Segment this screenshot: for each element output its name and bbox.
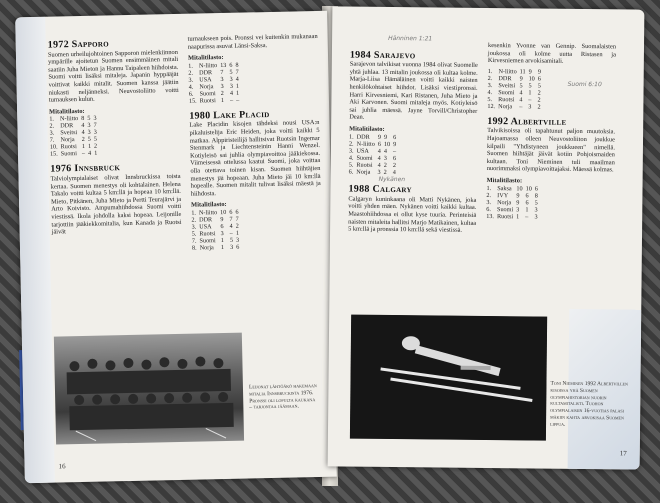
medal-cell: 7. <box>191 237 197 245</box>
medal-cell: 9 <box>516 191 520 199</box>
medal-cell: 2 <box>93 142 98 151</box>
medal-heading: Mitalitilasto: <box>49 107 85 116</box>
medal-cell: 4 <box>377 147 381 155</box>
medal-cell: 4 <box>377 161 381 169</box>
medal-cell: Suomi <box>60 150 78 158</box>
medal-cell: 9 <box>377 133 382 141</box>
medal-cell: 6. <box>486 205 491 213</box>
medal-cell: 4. <box>188 83 194 91</box>
medal-cell: 10 <box>516 184 523 192</box>
body-text: kesenkin Yvonne van Gennip. Suomalaisten joukossa oli kolme uutta Ristasen ja Kirvesniemen arvokisamitali. <box>487 42 617 65</box>
body-text: Sarajevon talvikisat vuonna 1984 olivat Suomelle yhtä juhlaa. 13 mitalin joukossa oli kultaa kolme. Marja-Liisa Hämäläinen voitti kaikki naisten henkilökohtaiset hiihdot. Lisäksi viestipronssi. Harri Kirvesniemi, Kari Ristanen, Juha Mieto ja Aki Karvonen. Suomi mitaleja myös. Kotiyleisö sai juhlia mäessä. Jayne Torvill/Christopher Dean. <box>349 60 478 122</box>
medal-table <box>188 61 242 104</box>
medal-cell: 7. <box>49 136 55 144</box>
medal-cell: 3 <box>93 114 97 123</box>
medal-cell: 1 <box>235 89 240 97</box>
medal-heading: Mitalitilasto: <box>486 176 523 185</box>
medal-cell: 9 <box>528 68 532 76</box>
right-column-1 <box>348 34 478 237</box>
medal-row <box>189 96 242 104</box>
medal-cell: 12. <box>487 102 496 110</box>
medal-cell: – <box>236 96 240 104</box>
medal-cell: IVY <box>497 191 509 199</box>
medal-cell: 4 <box>519 89 523 97</box>
section-title: 1980 Lake Placid <box>189 108 270 122</box>
medal-cell: Norja <box>199 244 214 252</box>
medal-cell: 7 <box>229 215 233 223</box>
medal-cell: 1 <box>235 229 240 237</box>
medal-cell: 3. <box>348 147 354 155</box>
medal-cell: 2. <box>487 74 493 82</box>
medal-cell: 5. <box>487 95 493 103</box>
medal-cell: 3. <box>487 81 493 89</box>
medal-cell: Suomi <box>356 154 373 162</box>
medal-cell: DDR <box>199 216 213 224</box>
medal-cell: 6 <box>534 185 538 193</box>
medal-cell: 15. <box>188 97 197 105</box>
medal-cell: 8 <box>235 61 239 69</box>
medal-cell: 6 <box>229 208 233 216</box>
medal-table <box>49 115 100 158</box>
medal-cell: 4 <box>235 75 239 83</box>
medal-cell: N-liitto <box>198 209 218 217</box>
medal-cell: 8. <box>191 244 197 252</box>
medal-cell: 5 <box>93 135 98 144</box>
medal-cell: 1 <box>528 89 532 97</box>
medal-cell: Ruotsi <box>199 230 216 238</box>
medal-cell: 1 <box>81 143 86 151</box>
medal-cell: N-liitto <box>498 67 517 76</box>
medal-cell: 7 <box>235 68 239 76</box>
medal-cell: 3. <box>49 129 55 137</box>
body-text: Talvikisoissa oli tapahtunut paljon muutoksia. Hajoamassa olleen Neuvostoliiton joukkue kilpaili "Yhdistyneen joukkueen" nimellä. Suomen hiihtäjät jäivät kotiin Pohjoismaiden kultaan. Toni Nieminen tuli maailman nuorimmaksi olympiavoittajaksi. Mäessä kolmas. <box>486 127 616 174</box>
medal-cell: 4 <box>81 122 85 130</box>
medal-row <box>349 168 399 176</box>
medal-cell: 15. <box>49 150 58 158</box>
medal-cell: 4. <box>348 154 354 162</box>
medal-cell: 6 <box>393 133 397 141</box>
medal-cell: 3. <box>486 198 492 206</box>
medal-cell: 3 <box>229 243 234 251</box>
medal-cell: 6 <box>220 222 224 230</box>
medal-cell: 7 <box>235 215 239 223</box>
medal-cell: Norja <box>60 136 75 144</box>
medal-cell: 4 <box>519 96 523 104</box>
medal-cell: 3 <box>377 168 381 176</box>
medal-cell: 5 <box>537 82 541 90</box>
medal-cell: 6 <box>377 140 381 148</box>
medal-cell: 4 <box>229 89 234 97</box>
medal-cell: 5 <box>229 236 234 244</box>
handwritten-note: Nykänen <box>378 175 406 183</box>
body-text: Talviolympialaiset olivat Innsbruckissa toista kertaa. Suomen menestys oli kohtalainen. Helena Takalo voitti kultaa 5 km:llä ja hopeaa 10 km:llä. Mieto, Pitkänen, Juha Mieto ja Pertti Teurajärvi ja Arto Koivisto. Ampumahiihdossa Suomi voitti viestissä. Ikola johdolla kaksi hopeaa. Leijonille tarjottiin jääkiekkomitalia, kun Kanada ja Ruotsi jäivät <box>50 172 182 236</box>
medal-cell: 3 <box>87 122 91 130</box>
medal-cell: – <box>230 96 234 104</box>
medal-cell: 9 <box>220 215 224 223</box>
medal-cell: 2 <box>392 161 397 169</box>
medal-cell: 3 <box>220 75 224 83</box>
medal-cell: 5 <box>229 68 233 76</box>
medal-table <box>349 133 400 176</box>
medal-cell: Ruotsi <box>498 95 515 104</box>
medal-cell: – <box>229 229 233 237</box>
medal-cell: 9 <box>516 198 520 206</box>
medal-cell: Ruotsi <box>356 161 373 169</box>
medal-cell: 10. <box>49 143 58 151</box>
medal-row <box>486 213 540 221</box>
medal-cell: 5. <box>348 161 354 169</box>
medal-cell: Ruotsi <box>199 96 216 105</box>
medal-cell: 3 <box>87 129 91 137</box>
medal-cell: Suomi <box>497 205 514 213</box>
medal-cell: Sveitsi <box>498 81 516 90</box>
section-title: 1976 Innsbruck <box>50 162 121 175</box>
medal-cell: 1 <box>220 96 225 104</box>
right-page <box>328 6 645 469</box>
medal-cell: 6 <box>235 208 239 216</box>
medal-cell: 10 <box>528 75 535 83</box>
photo-caption: Leijonat lähtöäkö hakemaan mitalia Innsbruckista 1976. Pronssi oli lopulta kaukana – tarjontaa jäämaan. <box>248 383 317 411</box>
medal-cell: DDR <box>498 74 512 83</box>
medal-cell: 1 <box>516 212 520 220</box>
medal-row <box>192 244 242 252</box>
medal-cell: 8 <box>81 115 85 123</box>
medal-cell: – <box>81 150 86 158</box>
medal-cell: N-liitto <box>198 61 218 70</box>
medal-cell: 8 <box>534 192 538 200</box>
medal-cell: Norja <box>199 82 214 91</box>
medal-cell: 1. <box>349 133 354 141</box>
medal-cell: 4 <box>383 147 387 155</box>
medal-cell: 6. <box>348 168 354 176</box>
medal-cell: DDR <box>60 122 74 130</box>
medal-cell: 10 <box>220 208 227 216</box>
medal-row <box>487 103 543 111</box>
medal-cell: 1 <box>235 82 240 90</box>
medal-row <box>349 140 399 148</box>
medal-cell: 6 <box>236 243 240 251</box>
medal-cell: USA <box>356 147 369 155</box>
body-text: Lake Placidin kisojen tähdeksi nousi USA:n pikaluistelija Eric Heiden, joka voitti kaikki 5 matkaa. Alppiristeilijä hallitsivat Ruotsin Ingemar Stenmark ja Liechtensteinin Hanni Wenzel. Kotiyleisö sai juhlia olympiavoittoa jääkiekossa. Viimeisessä ottelussa kaatui Suomi, joka voittaa olla otettava toinen kisan. Suomen hiihtäjien menestys jäi hopeaan. Juha Mieto jäi 10 km:llä hopealle. Suomen mitalit tulivat lisäksi mäestä ja hiihdosta. <box>189 119 321 198</box>
section-title: 1988 Calgary <box>348 183 412 196</box>
medal-cell: 4 <box>87 150 92 158</box>
medal-heading: Mitalitilasto: <box>349 125 385 133</box>
medal-cell: 6 <box>537 75 541 83</box>
medal-heading: Mitalitilasto: <box>191 201 227 209</box>
medal-cell: 1. <box>188 62 193 70</box>
medal-cell: 3. <box>188 76 194 84</box>
medal-cell: Saksa <box>497 184 512 192</box>
medal-cell: USA <box>199 75 212 84</box>
body-text: Calgaryn kuninkaana oli Matti Nykänen, joka voitti yhden mäen. Nykänen voitti kaikki kultaa. Maastohiihdossa ei ollut kyse tuuria. Perinteisiä naisten mitaleita hallitsi Marjo Matikainen, kultaa 5 km:llä ja pronssia 10 km:llä sekä viestissä. <box>348 195 477 234</box>
medal-cell: 9 <box>393 140 397 148</box>
left-column-1 <box>48 36 182 238</box>
medal-cell: DDR <box>356 133 370 141</box>
medal-heading: Mitalitilasto: <box>187 54 224 62</box>
medal-cell: 5. <box>191 230 197 238</box>
handwritten-note: Suomi 6:10 <box>567 80 602 88</box>
medal-cell: 1 <box>87 143 92 151</box>
medal-cell: 1 <box>220 236 224 244</box>
medal-cell: 7 <box>220 68 224 76</box>
medal-cell: 6 <box>525 198 529 206</box>
medal-cell: 3 <box>383 154 387 162</box>
medal-cell: 3 <box>229 82 233 90</box>
medal-cell: Norja <box>498 102 513 111</box>
medal-cell: Suomi <box>199 89 216 98</box>
medal-cell: N-liitto <box>59 115 79 123</box>
right-column-2 <box>486 42 616 221</box>
medal-cell: 5 <box>87 136 91 144</box>
medal-cell: 2 <box>81 136 85 144</box>
medal-cell: 2. <box>348 140 354 148</box>
medal-cell: 3 <box>534 213 538 221</box>
medal-cell: 1 <box>94 149 98 158</box>
medal-cell: 5 <box>519 82 523 90</box>
medal-cell: 3 <box>220 229 224 237</box>
medal-cell: 4. <box>487 88 493 96</box>
medal-cell: DDR <box>199 68 213 77</box>
medal-cell: 2. <box>49 122 55 130</box>
medal-cell: 9 <box>537 68 541 76</box>
medal-cell: 6. <box>188 90 194 98</box>
body-text: turnaukseen pois. Pronssi vei kuitenkin mukanaan naapurissa asuvat Länsi-Saksa. <box>187 32 318 51</box>
medal-cell: 2 <box>235 222 239 230</box>
medal-cell: 3 <box>516 205 520 213</box>
medal-cell: 3. <box>191 223 197 231</box>
medal-cell: N-liitto <box>356 140 375 148</box>
medal-cell: 11 <box>519 68 526 76</box>
medal-table <box>487 68 544 111</box>
medal-cell: Norja <box>497 198 512 206</box>
medal-cell: 4 <box>229 222 233 230</box>
medal-cell: – <box>393 147 397 155</box>
medal-cell: 1. <box>486 184 492 192</box>
medal-cell: 7 <box>93 121 97 130</box>
medal-cell: Ruotsi <box>60 143 77 151</box>
medal-cell: 2. <box>486 191 492 199</box>
hockey-team-photo <box>54 333 244 445</box>
medal-cell: – <box>525 212 529 220</box>
left-page <box>15 11 337 483</box>
medal-cell: 5 <box>528 82 532 90</box>
medal-cell: 6 <box>525 191 529 199</box>
medal-cell: 2 <box>537 89 541 97</box>
left-column-2 <box>188 33 322 252</box>
medal-cell: 4 <box>377 154 381 162</box>
medal-cell: – <box>519 103 523 111</box>
medal-cell: 3 <box>534 206 538 214</box>
medal-cell: 6 <box>392 154 397 162</box>
medal-cell: 6 <box>229 61 233 69</box>
section-title: 1992 Albertville <box>487 115 567 128</box>
medal-cell: 2 <box>537 103 541 111</box>
medal-cell: 9 <box>383 133 388 141</box>
ski-jumper-figure <box>350 315 547 441</box>
medal-table <box>191 209 242 252</box>
photo-caption: Toni Nieminen 1992 Albertvillen kisoissa yhä Suomen olympiahistorian nuorin kultamitalisti. Tuohon olympialaisiin 16-vuotias palasi mäkiin kahta arvokisaa Suomen lippua. <box>550 380 628 428</box>
medal-row <box>50 150 100 158</box>
ski-jumper-photo <box>350 315 547 441</box>
medal-cell: 1 <box>525 205 529 213</box>
medal-cell: 3 <box>220 82 224 90</box>
medal-cell: 13. <box>486 212 495 220</box>
medal-cell: Suomi <box>498 88 515 97</box>
medal-cell: 9 <box>519 75 523 83</box>
medal-cell: USA <box>199 223 212 231</box>
medal-cell: 2. <box>191 216 197 224</box>
medal-cell: Sveitsi <box>60 129 78 137</box>
medal-cell: 4 <box>392 168 396 176</box>
medal-cell: 4 <box>81 129 85 137</box>
section-title: 1984 Sarajevo <box>349 49 416 61</box>
team-silhouettes <box>54 333 244 445</box>
medal-cell: 1. <box>49 115 55 123</box>
medal-cell: 2 <box>383 168 387 176</box>
handwritten-note: Hänninen 1:21 <box>388 34 433 43</box>
medal-cell: 10 <box>525 184 532 193</box>
body-text: Suomen urheilujohtoinen Sapporon mielenkiinnon ympärille ajoitetun Suomen ensimmäinen mitali saatiin Juha Mieton ja Hannu Taipaleen hiihdoista. Suomi voitti lisäksi mitaleja. Japanin hyppääjät voittivat kaikki mitalit. Suomen kanssa jäätiin niukasti neljänneksi. Neuvostoliitto voitti turnauksen kulun. <box>47 48 179 104</box>
section-title: 1972 Sapporo <box>47 38 110 51</box>
medal-cell: 13 <box>220 61 227 69</box>
page-number: 16 <box>58 462 66 471</box>
medal-cell: 5 <box>534 199 538 207</box>
medal-table <box>486 185 541 221</box>
medal-cell: 3 <box>93 128 97 137</box>
medal-cell: 2. <box>188 69 194 77</box>
medal-cell: Norja <box>356 168 371 176</box>
medal-cell: Suomi <box>199 237 216 245</box>
page-number: 17 <box>619 449 627 458</box>
medal-cell: 10 <box>383 140 391 148</box>
medal-cell: 1. <box>191 209 197 217</box>
medal-cell: 3 <box>528 103 532 111</box>
medal-cell: 1 <box>220 243 225 251</box>
medal-cell: Ruotsi <box>496 212 514 220</box>
medal-cell: – <box>528 96 532 104</box>
medal-cell: 2 <box>537 96 541 104</box>
medal-cell: 1. <box>487 67 493 75</box>
medal-cell: 5 <box>87 115 91 123</box>
medal-cell: 2 <box>383 161 387 169</box>
medal-cell: 3 <box>235 236 240 244</box>
medal-cell: 2 <box>220 89 224 97</box>
medal-cell: 3 <box>229 75 233 83</box>
